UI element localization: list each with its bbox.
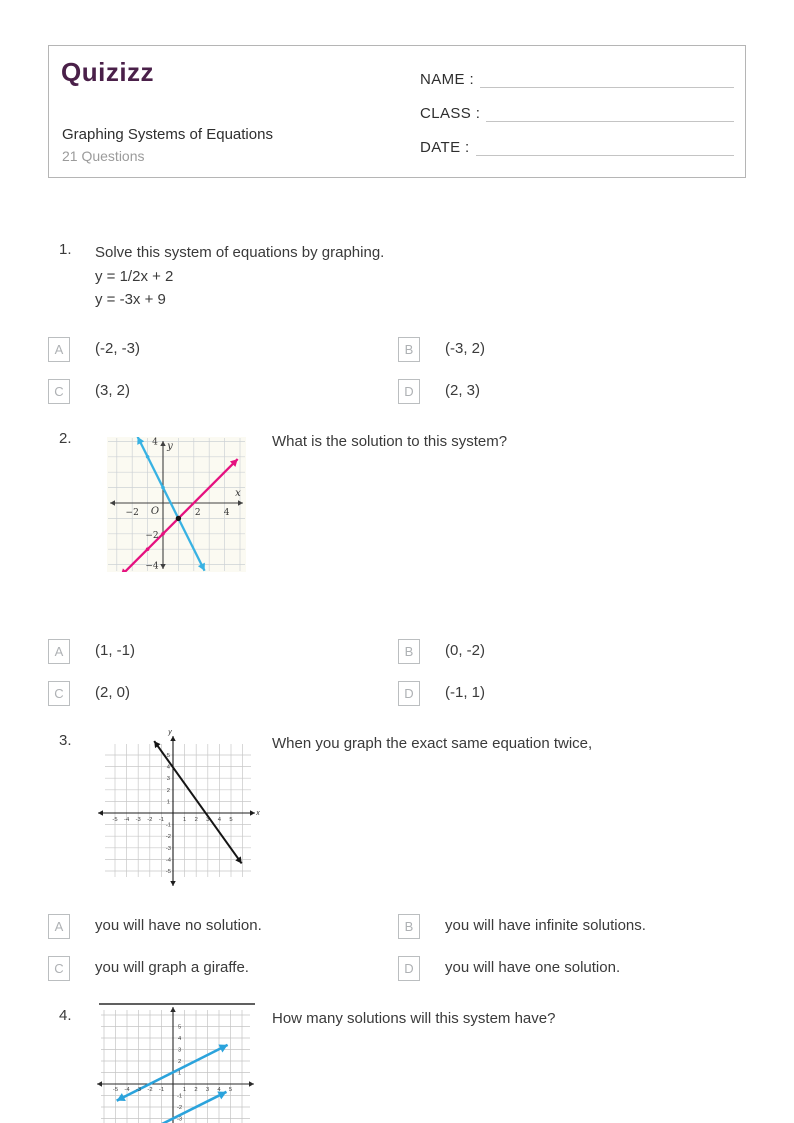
svg-text:3: 3 <box>206 817 210 823</box>
svg-text:-2: -2 <box>165 834 171 841</box>
date-field-row <box>420 136 734 156</box>
svg-text:2: 2 <box>194 817 198 823</box>
name-blank-line[interactable] <box>480 67 734 88</box>
question-4-text: How many solutions will this system have? <box>272 1010 556 1027</box>
date-blank-line[interactable] <box>476 135 734 156</box>
question-4-number: 4. <box>59 1007 72 1024</box>
question-3-text: When you graph the exact same equation twice, <box>272 735 593 752</box>
q3-choice-c-box[interactable] <box>48 956 70 981</box>
svg-text:1: 1 <box>182 817 187 823</box>
svg-text:−2: −2 <box>125 508 139 518</box>
q1-choice-b-text: (-3, 2) <box>445 340 486 357</box>
svg-text:-3: -3 <box>177 1116 183 1123</box>
svg-text:2: 2 <box>194 508 201 518</box>
q1-choice-a-letter: A <box>54 342 64 357</box>
q3-choice-a-letter: A <box>54 919 64 934</box>
class-field-row <box>420 102 734 122</box>
worksheet-header <box>48 45 746 178</box>
name-field-row <box>420 68 734 88</box>
q3-choice-d-letter: D <box>404 961 414 976</box>
svg-text:4: 4 <box>166 764 170 771</box>
svg-text:3: 3 <box>166 776 170 783</box>
svg-text:-4: -4 <box>124 817 130 823</box>
svg-text:-3: -3 <box>135 817 141 823</box>
svg-text:4: 4 <box>178 1036 182 1042</box>
q1-choice-d-text: (2, 3) <box>445 382 481 399</box>
svg-text:2: 2 <box>178 1059 182 1065</box>
svg-text:-2: -2 <box>147 1087 153 1093</box>
q2-choice-a-letter: A <box>54 644 64 659</box>
svg-text:5: 5 <box>228 1087 233 1093</box>
name-label: NAME : <box>420 71 475 88</box>
svg-text:-1: -1 <box>158 817 164 823</box>
question-1-line-1: Solve this system of equations by graphing. <box>95 244 385 261</box>
q2-choice-b-letter: B <box>404 644 414 659</box>
question-4-graph <box>95 1003 258 1123</box>
svg-text:-1: -1 <box>165 822 171 829</box>
question-3-number: 3. <box>59 732 72 749</box>
quizizz-logo: Quizizz <box>61 57 155 87</box>
q2-choice-a-box[interactable] <box>48 639 70 664</box>
q3-choice-b-box[interactable] <box>398 914 420 939</box>
q3-choice-a-box[interactable] <box>48 914 70 939</box>
q2-choice-c-box[interactable] <box>48 681 70 706</box>
q3-choice-c-text: you will graph a giraffe. <box>95 959 249 976</box>
q1-choice-c-text: (3, 2) <box>95 382 131 399</box>
question-1-number: 1. <box>59 241 72 258</box>
q1-choice-b-box[interactable] <box>398 337 420 362</box>
svg-text:-1: -1 <box>158 1087 165 1093</box>
q2-choice-d-text: (-1, 1) <box>445 684 486 701</box>
svg-text:4: 4 <box>217 1087 221 1093</box>
svg-text:x: x <box>256 810 260 817</box>
q2-choice-b-text: (0, -2) <box>445 642 486 659</box>
svg-text:5: 5 <box>229 817 233 823</box>
svg-text:3: 3 <box>205 1087 210 1093</box>
q3-choice-d-text: you will have one solution. <box>445 959 621 976</box>
q2-choice-a-text: (1, -1) <box>95 642 136 659</box>
question-2-text: What is the solution to this system? <box>272 433 508 450</box>
q3-choice-b-letter: B <box>404 919 414 934</box>
q1-choice-a-text: (-2, -3) <box>95 340 140 357</box>
q1-choice-b-letter: B <box>404 342 414 357</box>
class-label: CLASS : <box>420 105 481 122</box>
svg-text:-5: -5 <box>112 817 118 823</box>
q1-choice-d-letter: D <box>404 384 414 399</box>
svg-text:x: x <box>235 488 241 499</box>
q2-choice-d-letter: D <box>404 686 414 701</box>
question-2-number: 2. <box>59 430 72 447</box>
svg-text:−4: −4 <box>145 561 159 572</box>
q1-choice-c-letter: C <box>54 384 64 399</box>
svg-text:1: 1 <box>178 1070 182 1077</box>
svg-text:1: 1 <box>182 1087 187 1093</box>
svg-text:-2: -2 <box>147 817 153 823</box>
svg-text:-5: -5 <box>112 1087 119 1093</box>
svg-text:5: 5 <box>166 753 170 759</box>
svg-text:-4: -4 <box>124 1087 130 1093</box>
svg-text:1: 1 <box>166 799 170 806</box>
svg-text:O: O <box>150 506 160 517</box>
q1-choice-c-box[interactable] <box>48 379 70 404</box>
svg-text:5: 5 <box>178 1024 182 1031</box>
question-2-graph <box>107 437 246 572</box>
question-1-text <box>95 241 384 312</box>
q2-choice-c-letter: C <box>54 686 64 701</box>
worksheet-title: Graphing Systems of Equations <box>62 126 273 143</box>
q3-choice-a-text: you will have no solution. <box>95 917 262 934</box>
q1-choice-a-box[interactable] <box>48 337 70 362</box>
date-label: DATE : <box>420 139 470 156</box>
svg-text:-2: -2 <box>177 1105 183 1111</box>
question-3-graph <box>97 727 260 890</box>
svg-text:y: y <box>167 441 173 452</box>
svg-text:2: 2 <box>166 787 170 794</box>
svg-text:4: 4 <box>152 437 158 448</box>
question-1-line-3: y = -3x + 9 <box>95 291 166 309</box>
q2-choice-c-text: (2, 0) <box>95 684 131 701</box>
q1-choice-d-box[interactable] <box>398 379 420 404</box>
class-blank-line[interactable] <box>486 101 734 122</box>
q2-choice-d-box[interactable] <box>398 681 420 706</box>
svg-text:−2: −2 <box>145 530 159 541</box>
q3-choice-b-text: you will have infinite solutions. <box>445 917 646 934</box>
svg-text:-1: -1 <box>177 1093 183 1100</box>
svg-text:-3: -3 <box>165 845 171 852</box>
svg-text:4: 4 <box>217 817 222 823</box>
svg-text:y: y <box>168 729 172 736</box>
svg-text:3: 3 <box>178 1047 182 1054</box>
svg-text:4: 4 <box>223 508 230 518</box>
question-1-line-2: y = 1/2x + 2 <box>95 267 174 285</box>
svg-text:-4: -4 <box>165 857 171 864</box>
svg-text:-3: -3 <box>135 1087 142 1093</box>
svg-text:2: 2 <box>194 1087 198 1093</box>
q2-choice-b-box[interactable] <box>398 639 420 664</box>
question-count: 21 Questions <box>62 148 145 164</box>
q3-choice-d-box[interactable] <box>398 956 420 981</box>
q3-choice-c-letter: C <box>54 961 64 976</box>
svg-text:-5: -5 <box>165 869 171 875</box>
